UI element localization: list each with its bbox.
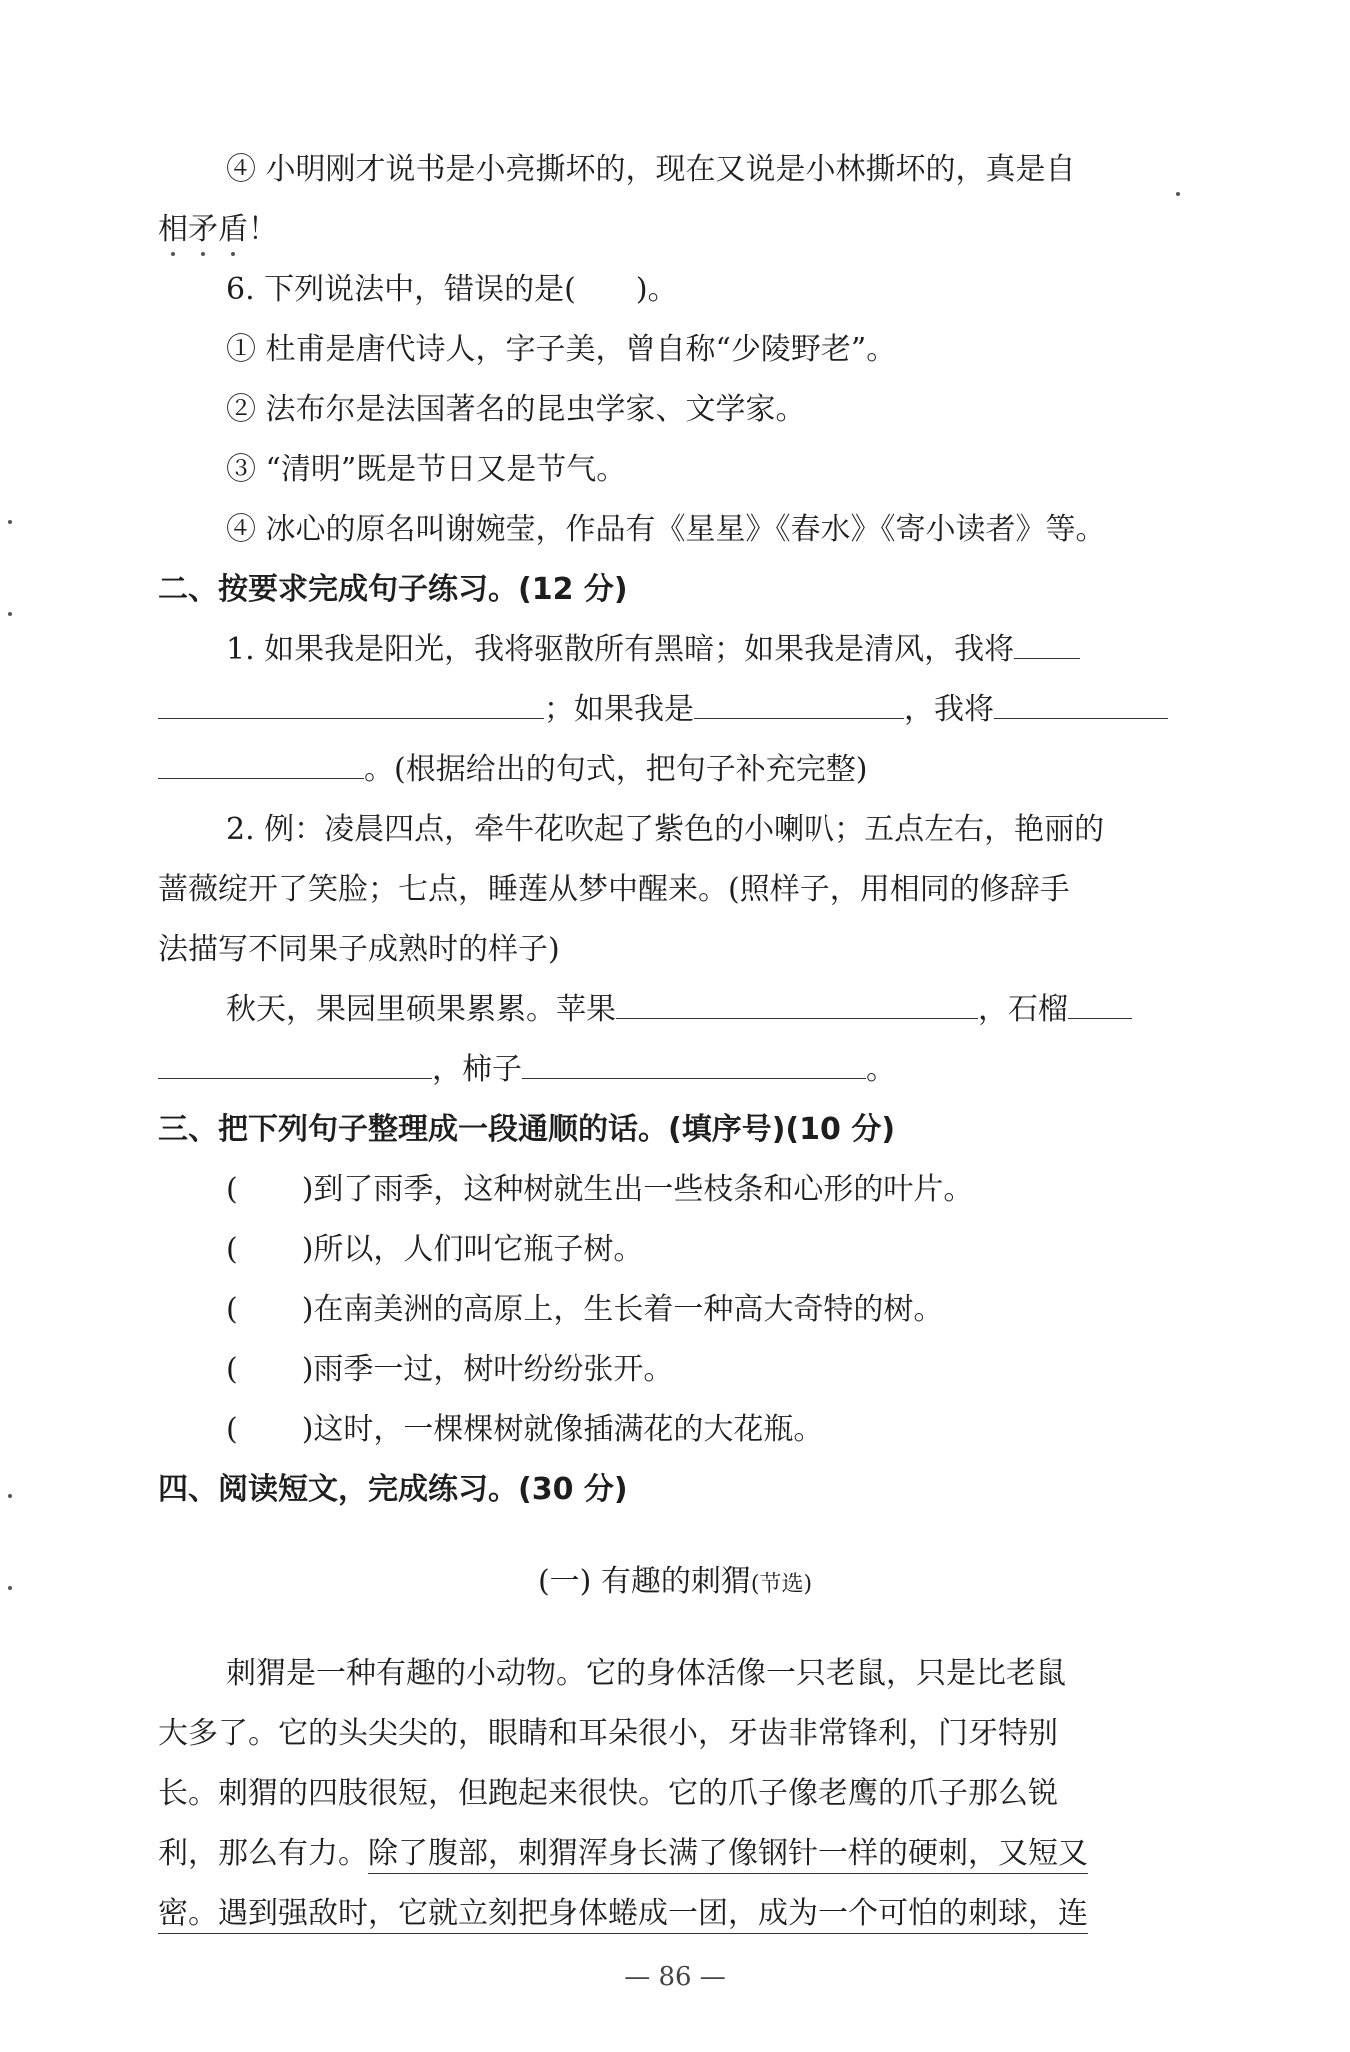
q5-option-4-text: ④ 小明刚才说书是小亮撕坏的，现在又说是小林撕坏的，真是自 xyxy=(226,152,1076,187)
s3-item-text: )雨季一过，树叶纷纷张开。 xyxy=(301,1352,674,1387)
s2-q2-line-1: 2. 例：凌晨四点，牵牛花吹起了紫色的小喇叭；五点左右，艳丽的 xyxy=(226,812,1105,847)
s2-q1-line-2 xyxy=(158,688,1190,732)
open-paren: ( xyxy=(226,1352,238,1387)
passage-line-2: 大多了。它的头尖尖的，眼睛和耳朵很小，牙齿非常锋利，门牙特别 xyxy=(158,1716,1058,1751)
scan-speck xyxy=(8,1494,12,1498)
emphasis-dot xyxy=(171,252,175,256)
passage-title-note: (节选) xyxy=(750,1572,813,1597)
s3-item-1 xyxy=(226,1168,1190,1212)
section-4-heading: 四、阅读短文，完成练习。(30 分) xyxy=(158,1472,628,1507)
s2-q2-text-e2: 。 xyxy=(866,1052,896,1087)
answer-blank[interactable] xyxy=(1014,628,1080,659)
s2-q2-text-d2: ，石榴 xyxy=(978,992,1068,1027)
page-number: — 86 — xyxy=(624,1962,726,1992)
passage-line-4 xyxy=(158,1832,1190,1876)
emphasis-dot xyxy=(231,252,235,256)
s2-q1-text-b2: ，我将 xyxy=(904,692,994,727)
s2-q2-line-3: 法描写不同果子成熟时的样子) xyxy=(158,932,560,967)
s3-item-5 xyxy=(226,1408,1190,1452)
answer-blank[interactable] xyxy=(694,688,904,719)
s2-q1-text-c: 。(根据给出的句式，把句子补充完整) xyxy=(364,752,868,787)
answer-blank[interactable] xyxy=(158,1048,432,1079)
section-3-heading: 三、把下列句子整理成一段通顺的话。(填序号)(10 分) xyxy=(158,1112,896,1147)
scan-speck xyxy=(8,520,12,524)
passage-line-3: 长。刺猬的四肢很短，但跑起来很快。它的爪子像老鹰的爪子那么锐 xyxy=(158,1776,1058,1811)
scan-speck xyxy=(8,612,12,616)
s2-q1-text-b1: ；如果我是 xyxy=(544,692,694,727)
answer-blank[interactable] xyxy=(522,1048,866,1079)
s2-q2-text-d1: 秋天，果园里硕果累累。苹果 xyxy=(226,992,616,1027)
answer-blank[interactable] xyxy=(616,988,978,1019)
answer-blank[interactable] xyxy=(158,748,364,779)
q6-option-3: ③ “清明”既是节日又是节气。 xyxy=(226,452,627,487)
emphasis-dot xyxy=(1176,192,1180,196)
passage-title xyxy=(0,1560,1350,1607)
passage-line-5 xyxy=(158,1892,1190,1936)
q6-option-1: ① 杜甫是唐代诗人，字子美，曾自称“少陵野老”。 xyxy=(226,332,897,367)
answer-blank[interactable] xyxy=(994,688,1168,719)
open-paren: ( xyxy=(226,1172,238,1207)
scan-speck xyxy=(8,1586,12,1590)
underlined-sentence: 除了腹部，刺猬浑身长满了像钢针一样的硬刺，又短又 xyxy=(368,1836,1088,1874)
passage-line-1: 刺猬是一种有趣的小动物。它的身体活像一只老鼠，只是比老鼠 xyxy=(226,1656,1066,1691)
q5-option-4-text-cont: 相矛盾！ xyxy=(158,212,278,247)
underlined-sentence-cont: 密。遇到强敌时，它就立刻把身体蜷成一团，成为一个可怕的刺球，连 xyxy=(158,1896,1088,1934)
s2-q2-text-e1: ，柿子 xyxy=(432,1052,522,1087)
open-paren: ( xyxy=(226,1412,238,1447)
s3-item-4 xyxy=(226,1348,1190,1392)
s3-item-text: )在南美洲的高原上，生长着一种高大奇特的树。 xyxy=(301,1292,944,1327)
s3-item-2 xyxy=(226,1228,1190,1272)
s3-item-text: )到了雨季，这种树就生出一些枝条和心形的叶片。 xyxy=(301,1172,974,1207)
s2-q1-text: 1. 如果我是阳光，我将驱散所有黑暗；如果我是清风，我将 xyxy=(226,632,1015,667)
s2-q2-line-4 xyxy=(226,988,1190,1032)
answer-blank[interactable] xyxy=(158,688,544,719)
s3-item-3 xyxy=(226,1288,1190,1332)
answer-blank[interactable] xyxy=(1068,988,1132,1019)
emphasis-dot xyxy=(201,252,205,256)
q6-option-4: ④ 冰心的原名叫谢婉莹，作品有《星星》《春水》《寄小读者》等。 xyxy=(226,512,1106,547)
q5-option-4-line-1 xyxy=(226,148,1190,192)
s2-q2-line-2: 蔷薇绽开了笑脸；七点，睡莲从梦中醒来。(照样子，用相同的修辞手 xyxy=(158,872,1070,907)
passage-title-text: (一) 有趣的刺猬 xyxy=(537,1564,751,1599)
q5-option-4-line-2 xyxy=(158,208,1190,252)
passage-text: 利，那么有力。 xyxy=(158,1836,368,1871)
open-paren: ( xyxy=(226,1292,238,1327)
s2-q2-line-5 xyxy=(158,1048,1190,1092)
s2-q1-line-3 xyxy=(158,748,1190,792)
q6-stem: 6. 下列说法中，错误的是( )。 xyxy=(226,272,678,307)
open-paren: ( xyxy=(226,1232,238,1267)
q6-option-2: ② 法布尔是法国著名的昆虫学家、文学家。 xyxy=(226,392,806,427)
section-2-heading: 二、按要求完成句子练习。(12 分) xyxy=(158,572,628,607)
s2-q1-line-1 xyxy=(226,628,1190,672)
s3-item-text: )这时，一棵棵树就像插满花的大花瓶。 xyxy=(301,1412,824,1447)
s3-item-text: )所以，人们叫它瓶子树。 xyxy=(301,1232,644,1267)
